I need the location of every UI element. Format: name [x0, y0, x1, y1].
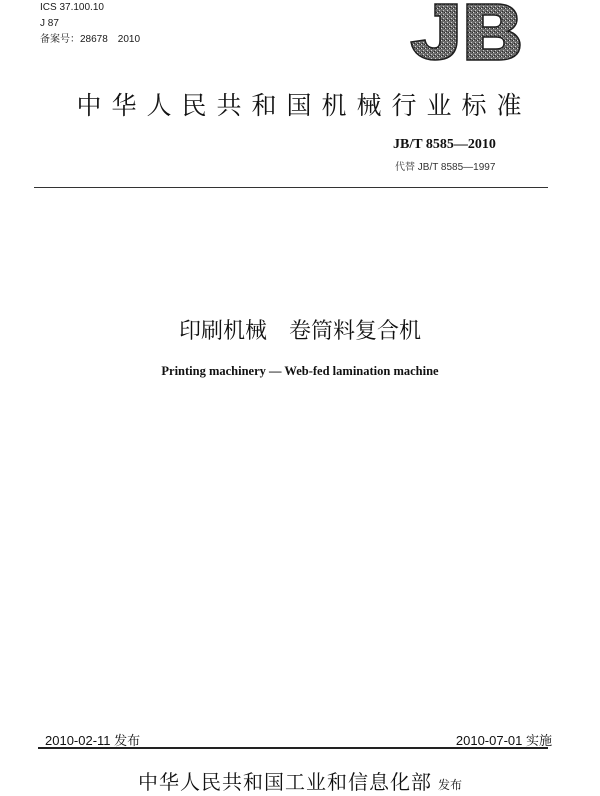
top-divider	[34, 187, 548, 188]
industry-standard-title: 中华人民共和国机械行业标准	[76, 91, 532, 120]
issuer-suffix: 发布	[437, 778, 462, 792]
jb-logo-graphic	[405, 0, 525, 64]
document-title-chinese: 印刷机械 卷筒料复合机	[178, 319, 421, 344]
issuer-name: 中华人民共和国工业和信息化部	[137, 770, 432, 794]
jb-logo	[405, 0, 525, 64]
standard-number: JB/T 8585—2010	[393, 137, 496, 152]
implementation-date: 2010-07-01 实施	[455, 733, 552, 748]
bottom-divider	[38, 747, 548, 749]
document-title-english: Printing machinery — Web-fed lamination machine	[161, 364, 439, 378]
ccs-code: J 87	[40, 18, 59, 29]
issuer-line	[0, 766, 600, 795]
replaced-standard: 代替 JB/T 8585—1997	[395, 162, 496, 173]
record-number: 备案号：28678 2010	[40, 34, 141, 45]
ics-code: ICS 37.100.10	[40, 2, 104, 13]
issue-date: 2010-02-11 发布	[45, 733, 141, 748]
